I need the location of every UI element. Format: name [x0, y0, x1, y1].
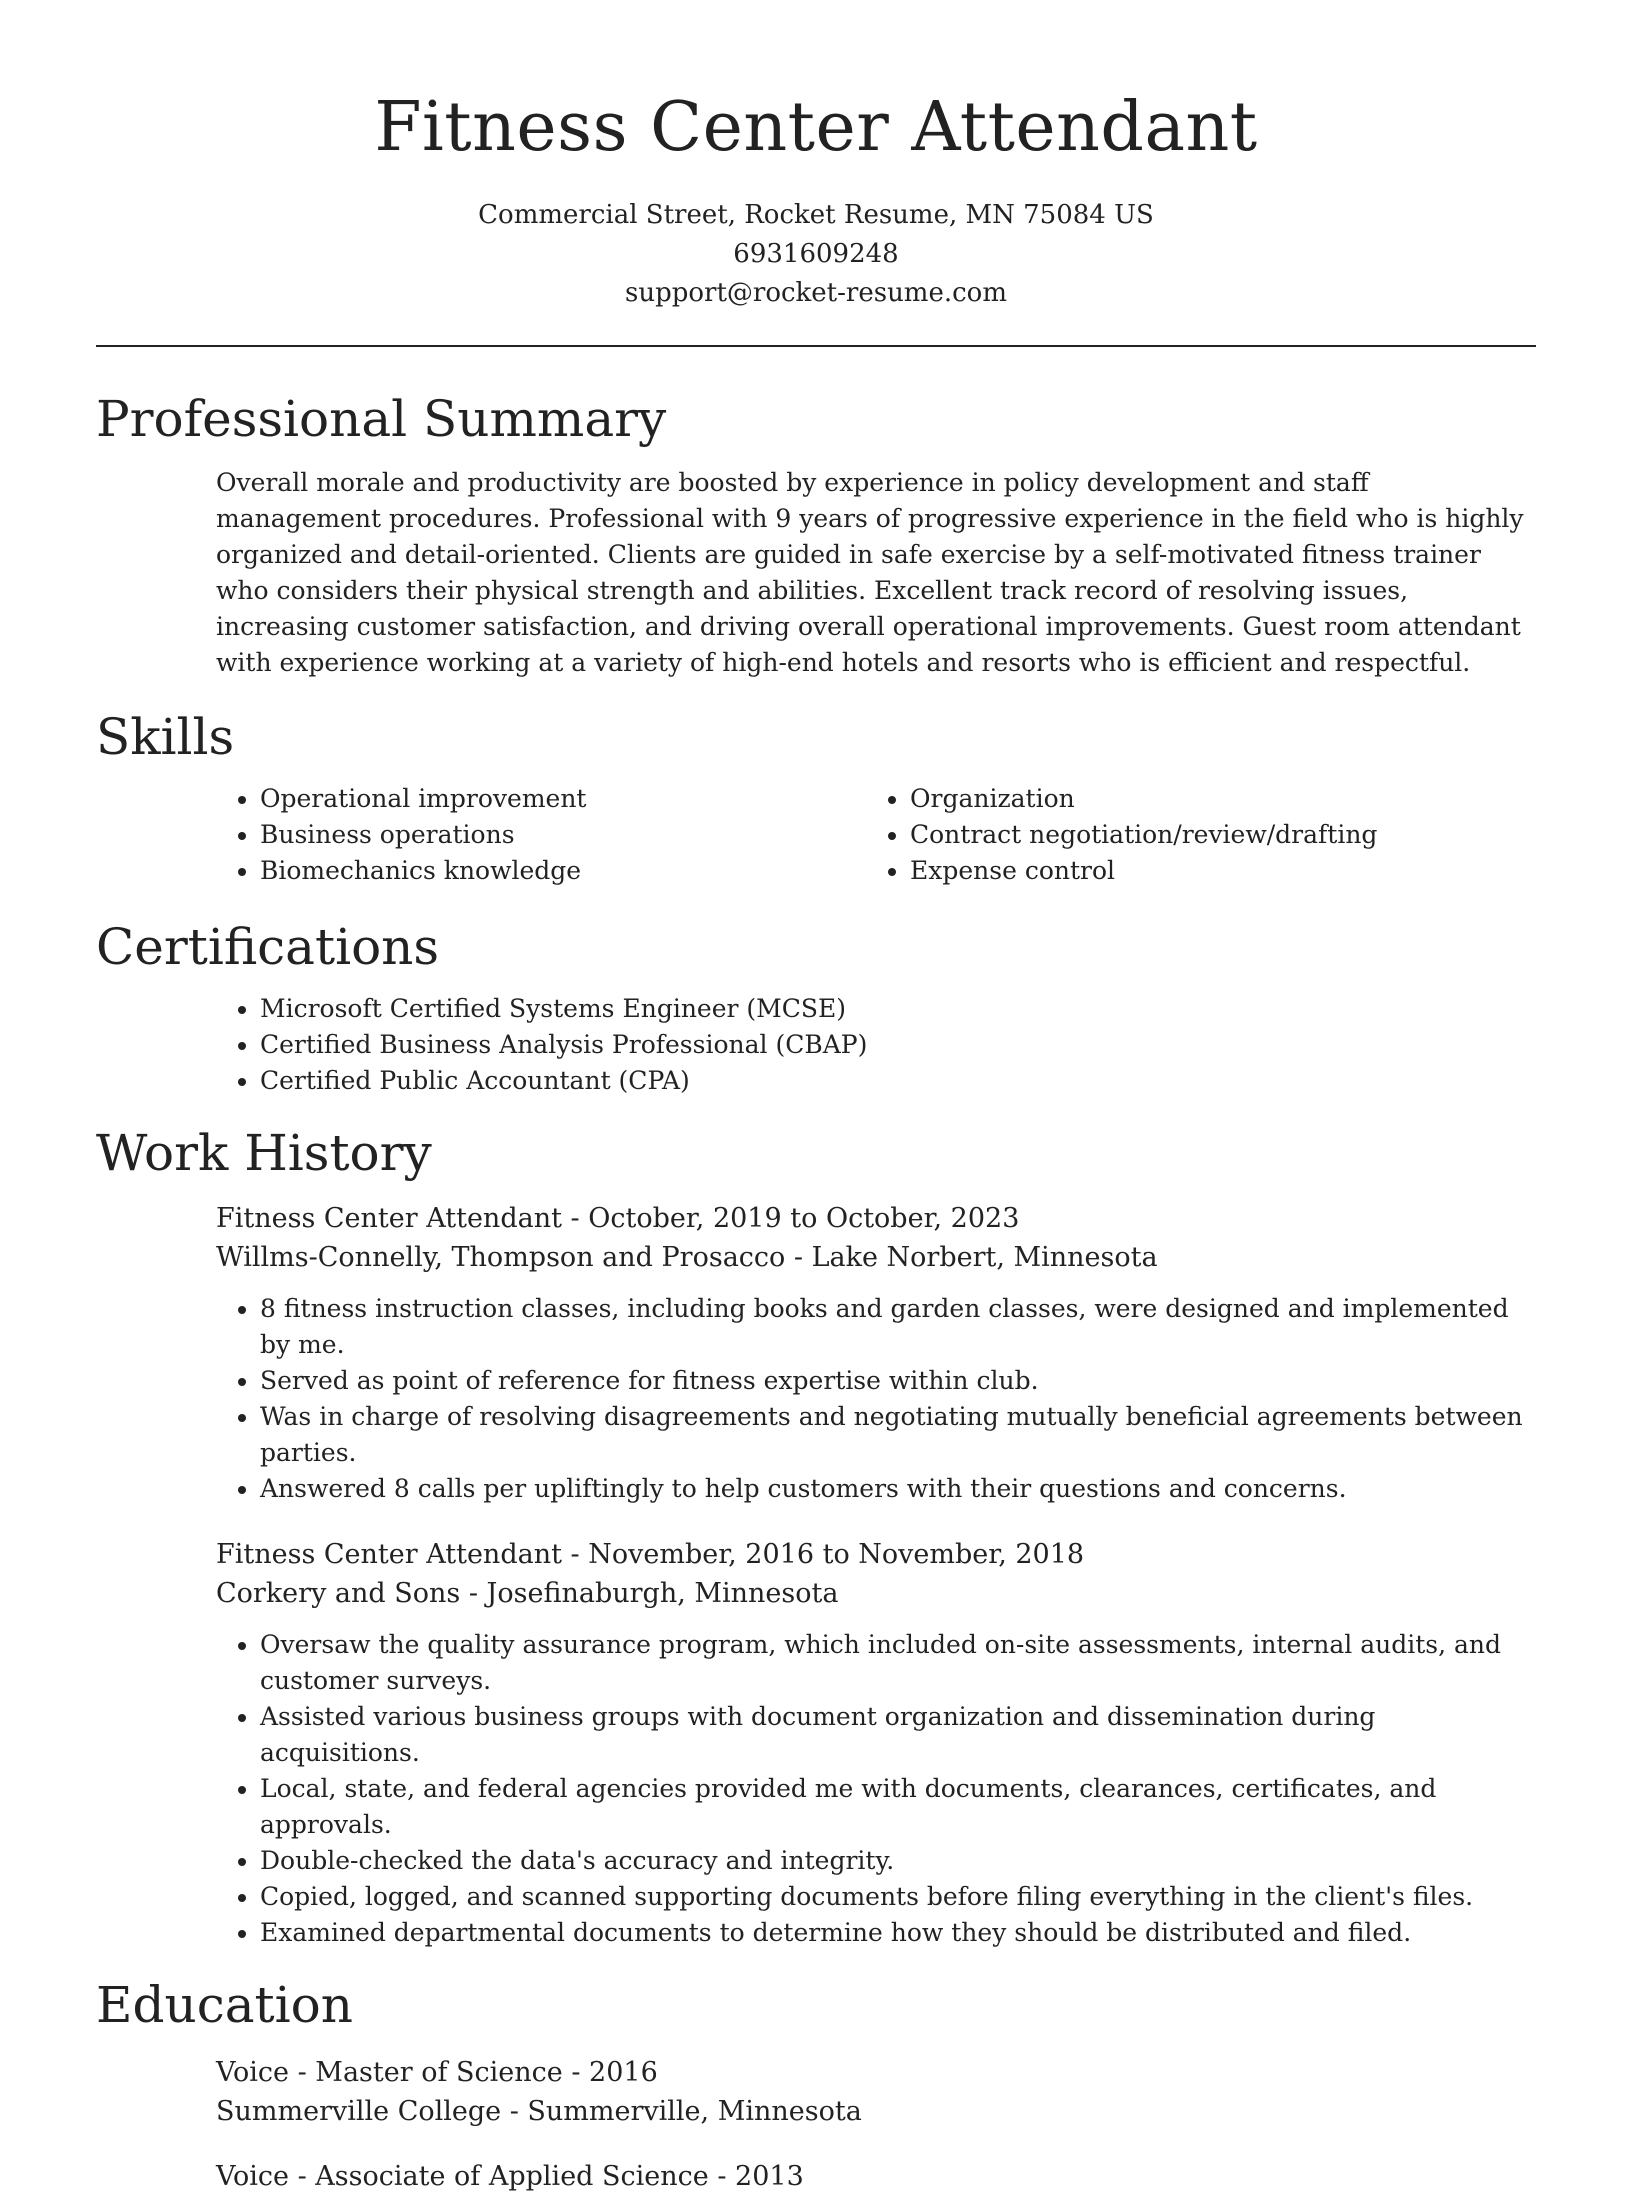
education-heading: Education: [96, 1976, 353, 2034]
skill-item: • Business operations: [260, 817, 866, 853]
school-line: Summerville College - Summerville, Minnesota: [216, 2096, 862, 2127]
job-bullets: [216, 1291, 1536, 1507]
certification-item: • Microsoft Certified Systems Engineer (MCSE): [260, 991, 1536, 1027]
skills-section: [96, 707, 1536, 889]
skills-heading: Skills: [96, 708, 235, 766]
job-bullet: • Assisted various business groups with document organization and dissemination during acquisitions.: [260, 1699, 1536, 1771]
work-history-section: [96, 1123, 1536, 1951]
degree-line: Voice - Associate of Applied Science - 2013: [216, 2161, 804, 2192]
job-bullet: • Local, state, and federal agencies provided me with documents, clearances, certificates, and approvals.: [260, 1771, 1536, 1843]
work-history-heading: Work History: [96, 1124, 432, 1182]
degree-line: Voice - Master of Science - 2016: [216, 2057, 658, 2088]
contact-block: [96, 196, 1536, 313]
job-entry: [216, 1199, 1536, 1507]
skill-item: • Contract negotiation/review/drafting: [910, 817, 1516, 853]
skill-item: • Biomechanics knowledge: [260, 853, 866, 889]
job-bullets: [216, 1627, 1536, 1951]
certification-item: • Certified Public Accountant (CPA): [260, 1063, 1536, 1099]
email: support@rocket-resume.com: [624, 278, 1007, 308]
skills-columns: [216, 781, 1536, 889]
phone: 6931609248: [733, 239, 899, 269]
certification-item: • Certified Business Analysis Professional (CBAP): [260, 1027, 1536, 1063]
address: Commercial Street, Rocket Resume, MN 75084 US: [478, 200, 1154, 230]
job-bullet: • Served as point of reference for fitness expertise within club.: [260, 1363, 1536, 1399]
skills-column-left: [216, 781, 866, 889]
job-bullet: • Oversaw the quality assurance program, which included on-site assessments, internal audits, and customer surveys.: [260, 1627, 1536, 1699]
job-bullet: • Was in charge of resolving disagreements and negotiating mutually beneficial agreements between parties.: [260, 1399, 1536, 1471]
candidate-title: Fitness Center Attendant: [374, 88, 1258, 167]
summary-section: [96, 389, 1536, 681]
education-entry: [216, 2157, 1536, 2196]
resume-header: [96, 0, 1536, 313]
education-entry: [216, 2053, 1536, 2131]
certifications-heading: Certifications: [96, 918, 440, 976]
summary-heading: Professional Summary: [96, 390, 667, 448]
job-bullet: • Answered 8 calls per upliftingly to help customers with their questions and concerns.: [260, 1471, 1536, 1507]
job-title-line: Fitness Center Attendant - October, 2019 to October, 2023: [216, 1203, 1020, 1234]
skills-column-right: [866, 781, 1516, 889]
certifications-list: [216, 991, 1536, 1099]
job-company-line: Willms-Connelly, Thompson and Prosacco - Lake Norbert, Minnesota: [216, 1242, 1158, 1273]
job-company-line: Corkery and Sons - Josefinaburgh, Minnesota: [216, 1578, 839, 1609]
header-divider: [96, 345, 1536, 347]
summary-text: Overall morale and productivity are boosted by experience in policy development and staff management procedures. Professional with 9 years of progressive experience in the field who is highly organized and detail-oriented. Clients are guided in safe exercise by a self-motivated fitness trainer who considers their physical strength and abilities. Excellent track record of resolving issues, increasing customer satisfaction, and driving overall operational improvements. Guest room attendant with experience working at a variety of high-end hotels and resorts who is efficient and respectful.: [216, 468, 1524, 677]
job-title-line: Fitness Center Attendant - November, 2016 to November, 2018: [216, 1539, 1085, 1570]
job-bullet: • Copied, logged, and scanned supporting documents before filing everything in the client's files.: [260, 1879, 1536, 1915]
skill-item: • Organization: [910, 781, 1516, 817]
job-bullet: • 8 fitness instruction classes, including books and garden classes, were designed and implemented by me.: [260, 1291, 1536, 1363]
job-entry: [216, 1535, 1536, 1951]
skill-item: • Expense control: [910, 853, 1516, 889]
job-bullet: • Examined departmental documents to determine how they should be distributed and filed.: [260, 1915, 1536, 1951]
skill-item: • Operational improvement: [260, 781, 866, 817]
education-section: [96, 1975, 1536, 2196]
certifications-section: [96, 917, 1536, 1099]
job-bullet: • Double-checked the data's accuracy and integrity.: [260, 1843, 1536, 1879]
